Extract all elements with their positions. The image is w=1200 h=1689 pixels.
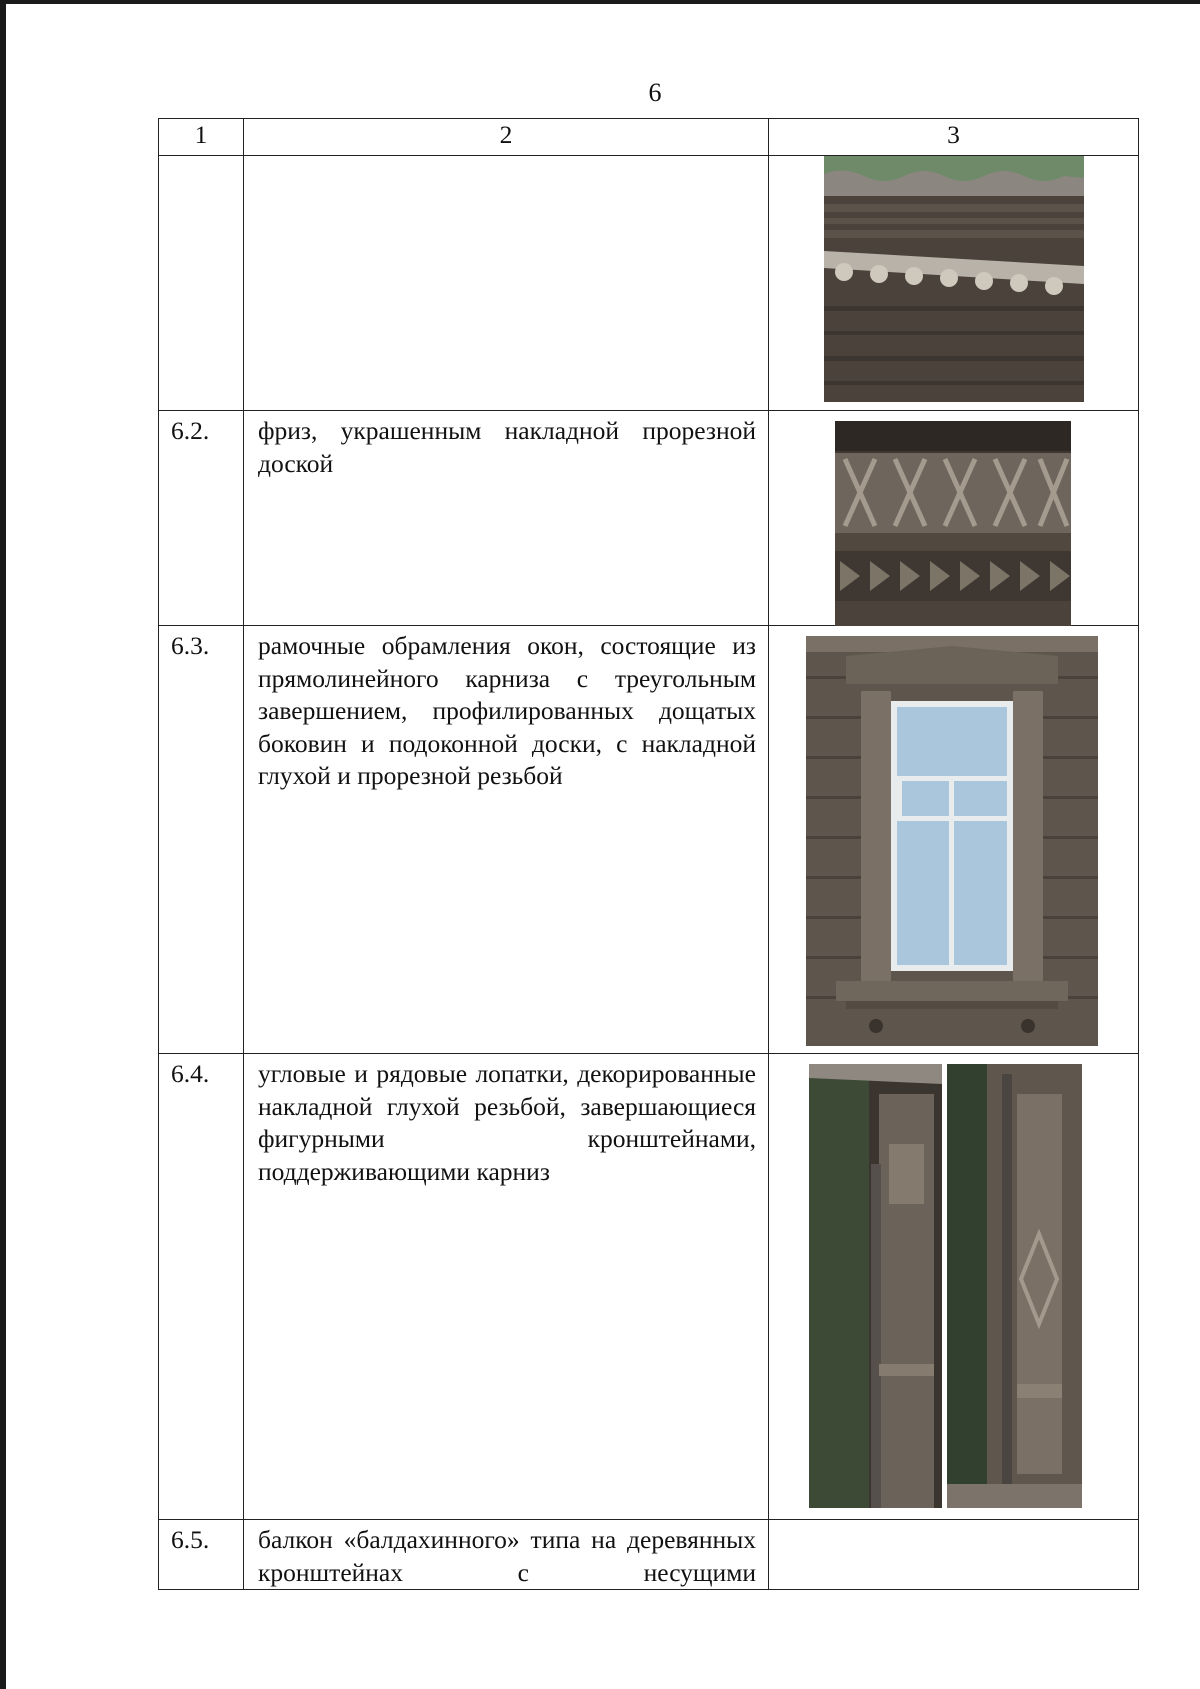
page-number: 6 xyxy=(648,78,662,107)
document-table xyxy=(158,118,1139,1590)
row-number: 6.2. xyxy=(159,411,244,626)
scan-edge-top xyxy=(0,0,1200,4)
row-pilaster-photo xyxy=(947,1064,1082,1508)
row-number: 6.3. xyxy=(159,626,244,1054)
eave-photo xyxy=(824,156,1084,402)
row-photo-cell xyxy=(769,1054,1139,1520)
table-row xyxy=(159,626,1139,1054)
row-description: угловые и рядовые лопатки, декорированные накладной глухой резьбой, завершающиеся фигурными кронштейнами, поддерживающими карниз xyxy=(244,1054,769,1520)
table-row xyxy=(159,156,1139,411)
row-photo-cell xyxy=(769,411,1139,626)
row-description: фриз, украшенным накладной прорезной доской xyxy=(244,411,769,626)
row-description: рамочные обрамления окон, состоящие из прямолинейного карниза с треугольным завершением, профилированных дощатых боковин и подоконной доски, с накладной глухой и прорезной резьбой xyxy=(244,626,769,1054)
row-number: 6.5. xyxy=(159,1520,244,1590)
header-cell-3: 3 xyxy=(769,119,1139,156)
header-cell-1: 1 xyxy=(159,119,244,156)
table-row xyxy=(159,1520,1139,1590)
scan-edge-left xyxy=(0,0,6,1689)
row-photo-cell xyxy=(769,156,1139,411)
row-description: балкон «балдахинного» типа на деревянных кронштейнах с несущими xyxy=(244,1520,769,1590)
table-row xyxy=(159,1054,1139,1520)
header-cell-2: 2 xyxy=(244,119,769,156)
row-number xyxy=(159,156,244,411)
row-photo-cell xyxy=(769,1520,1139,1590)
corner-pilaster-photo xyxy=(809,1064,942,1508)
row-description xyxy=(244,156,769,411)
table-row xyxy=(159,411,1139,626)
row-number: 6.4. xyxy=(159,1054,244,1520)
row-photo-cell xyxy=(769,626,1139,1054)
frieze-photo xyxy=(835,421,1071,626)
window-frame-photo xyxy=(806,636,1098,1046)
table-header-row xyxy=(159,119,1139,156)
